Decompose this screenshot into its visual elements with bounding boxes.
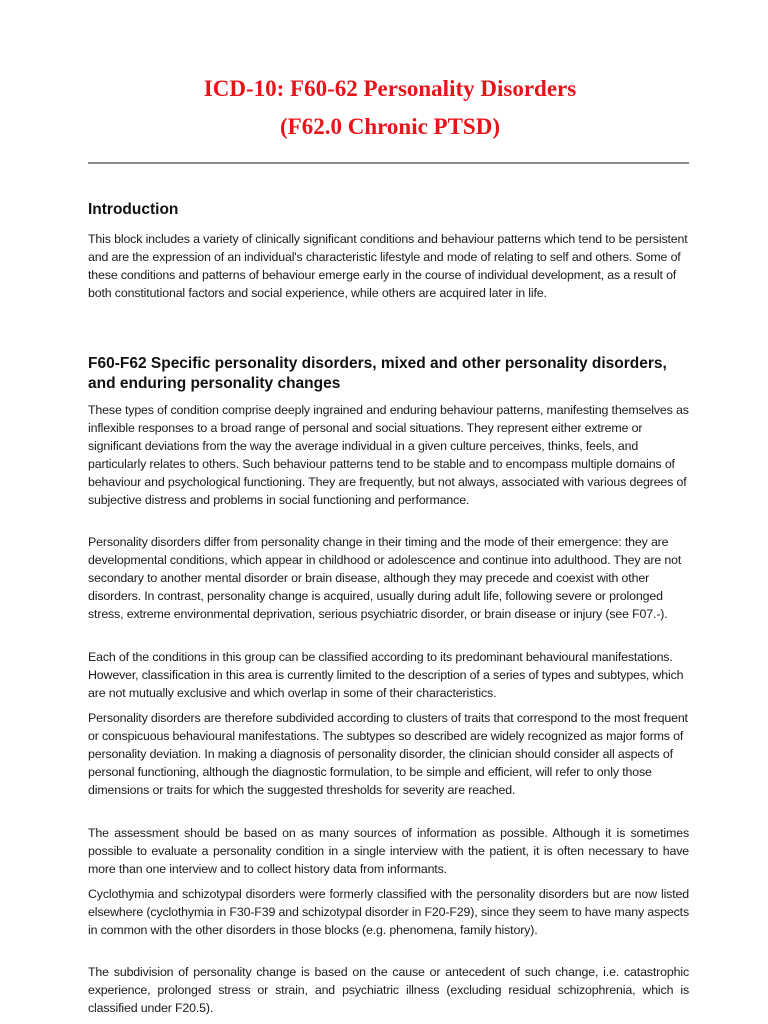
introduction-heading: Introduction [88,201,179,218]
f60-paragraph-7: The subdivision of personality change is based on the cause or antecedent of such change, i.e. catastrophic experience, prolonged stress or strain, and psychiatric illness (excluding residual schizophrenia, which is classified under F20.5). [88,965,689,1016]
f60-paragraph-3: Each of the conditions in this group can be classified according to its predominant behavioural manifestations. However, classification in this area is currently limited to the description of a series of types and subtypes, which are not mutually exclusive and which overlap in some of their characteristics. [88,650,684,701]
f60-paragraph-6: Cyclothymia and schizotypal disorders were formerly classified with the personality disorders but are now listed elsewhere (cyclothymia in F30-F39 and schizotypal disorder in F20-F29), since they seem to have many aspects in common with the other disorders in those blocks (e.g. phenomena, family history). [88,887,689,938]
f60-paragraph-1: These types of condition comprise deeply ingrained and enduring behaviour patterns, manifesting themselves as inflexible responses to a broad range of personal and social situations. They represent either extreme or significant deviations from the way the average individual in a given culture perceives, thinks, feels, and particularly relates to others. Such behaviour patterns tend to be stable and to encompass multiple domains of behaviour and psychological functioning. They are frequently, but not always, associated with various degrees of subjective distress and problems in social functioning and performance. [88,403,689,508]
f60-paragraph-2: Personality disorders differ from personality change in their timing and the mode of their emergence: they are developmental conditions, which appear in childhood or adolescence and continue into adulthood. They are not secondary to another mental disorder or brain disease, although they may precede and coexist with other disorders. In contrast, personality change is acquired, usually during adult life, following severe or prolonged stress, extreme environmental deprivation, serious psychiatric disorder, or brain disease or injury (see F07.-). [88,535,682,622]
document-title: ICD-10: F60-62 Personality Disorders [203,76,577,101]
title-divider [88,162,689,164]
introduction-paragraph: This block includes a variety of clinically significant conditions and behaviour patterns which tend to be persistent and are the expression of an individual's characteristic lifestyle and mode of relating to self and others. Some of these conditions and patterns of behaviour emerge early in the course of individual development, as a result of both constitutional factors and social experience, while others are acquired later in life. [88,232,688,301]
f60-paragraph-4: Personality disorders are therefore subdivided according to clusters of traits that correspond to the most frequent or conspicuous behavioural manifestations. The subtypes so described are widely recognized as major forms of personality deviation. In making a diagnosis of personality disorder, the clinician should consider all aspects of personal functioning, although the diagnostic formulation, to be simple and efficient, will refer to only those dimensions or traits for which the suggested thresholds for severity are reached. [88,711,688,798]
f60-paragraph-5: The assessment should be based on as many sources of information as possible. Although it is sometimes possible to evaluate a personality condition in a single interview with the patient, it is often necessary to have more than one interview and to collect history data from informants. [88,826,689,877]
f60-f62-heading: F60-F62 Specific personality disorders, mixed and other personality disorders, and enduring personality changes [88,355,667,392]
document-subtitle: (F62.0 Chronic PTSD) [280,114,500,139]
